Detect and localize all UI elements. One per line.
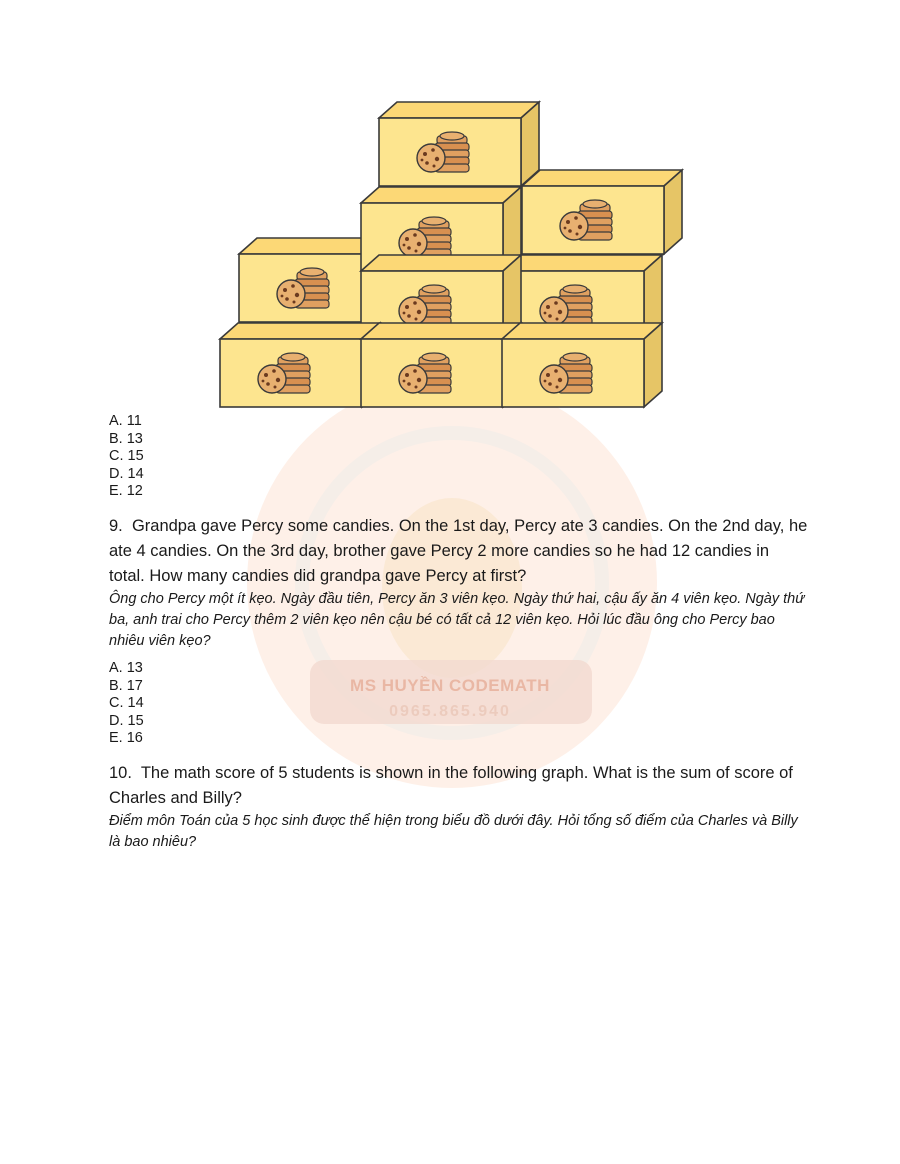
question9-options	[109, 660, 144, 748]
watermark-name: MS HUYỀN CODEMATH	[350, 676, 550, 695]
question9	[109, 514, 809, 652]
question9-text-en	[109, 514, 809, 589]
question10-text-en	[109, 761, 809, 811]
option-d[interactable]: D. 14	[109, 465, 144, 482]
question10	[109, 761, 809, 853]
option-c[interactable]: C. 14	[109, 695, 144, 711]
box-center-bottom	[361, 323, 521, 407]
question9-number: 9.	[109, 517, 123, 535]
question9-text-vi: Ông cho Percy một ít kẹo. Ngày đầu tiên, Percy ăn 3 viên kẹo. Ngày thứ hai, cậu ấy ăn 4 viên kẹo. Ngày thứ ba, anh trai cho Percy thêm 2 viên kẹo nên cậu bé có tất cả 12 viên kẹo. Hỏi lúc đầu ông cho Percy bao nhiêu viên kẹo?	[109, 591, 805, 649]
box-right-bottom	[502, 323, 662, 407]
watermark-phone: 0965.865.940	[389, 703, 511, 720]
option-a[interactable]: A. 11	[109, 413, 142, 429]
question10-text-vi: Điểm môn Toán của 5 học sinh được thể hiện trong biểu đồ dưới đây. Hỏi tổng số điểm của Charles và Billy là bao nhiêu?	[109, 813, 798, 850]
question10-number: 10.	[109, 764, 132, 782]
option-c[interactable]: C. 15	[109, 448, 144, 464]
option-b[interactable]: B. 17	[109, 677, 143, 694]
question8-options	[109, 413, 144, 501]
option-e[interactable]: E. 12	[109, 483, 143, 499]
box-left-bottom	[220, 323, 380, 407]
question10-english: The math score of 5 students is shown in the following graph. What is the sum of score of Charles and Billy?	[109, 764, 793, 807]
option-d[interactable]: D. 15	[109, 712, 144, 729]
question9-english: Grandpa gave Percy some candies. On the 1st day, Percy ate 3 candies. On the 2nd day, he ate 4 candies. On the 3rd day, brother gave Percy 2 more candies so he had 12 candies in total. How many candies did grandpa gave Percy at first?	[109, 517, 808, 585]
option-b[interactable]: B. 13	[109, 430, 143, 447]
box-top	[379, 102, 539, 186]
option-a[interactable]: A. 13	[109, 660, 143, 676]
cookie-boxes-figure	[210, 96, 690, 414]
box-upper-right	[522, 170, 682, 254]
option-e[interactable]: E. 16	[109, 730, 143, 746]
